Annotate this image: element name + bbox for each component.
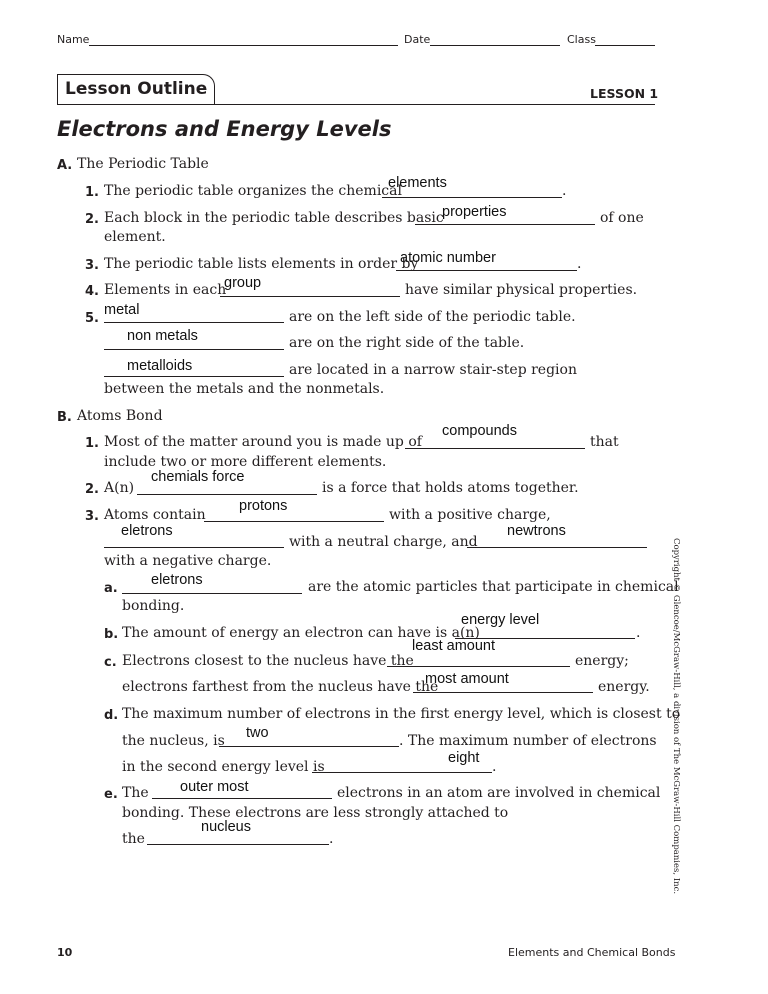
b3-answer-electrons[interactable]: eletrons — [121, 523, 173, 539]
b3e-text-line3: the — [122, 831, 145, 847]
b3d-letter: d. — [104, 708, 119, 723]
b3-answer-protons[interactable]: protons — [239, 498, 288, 514]
b1-text: Most of the matter around you is made up of — [104, 434, 422, 450]
a4-number: 4. — [85, 284, 99, 299]
a5c-blank[interactable] — [104, 376, 284, 377]
a2-text: Each block in the periodic table describes basic — [104, 210, 444, 226]
lesson-header-rule — [57, 104, 655, 105]
a2-text-cont: element. — [104, 229, 166, 245]
b3d-text-line2: the nucleus, is — [122, 733, 225, 749]
a5-number: 5. — [85, 311, 99, 326]
b3c-blank-farthest[interactable] — [413, 692, 593, 693]
b3-text-end: with a negative charge. — [104, 553, 272, 569]
b3e-letter: e. — [104, 787, 118, 802]
b3e-text: The — [122, 785, 149, 801]
b3a-answer[interactable]: eletrons — [151, 572, 203, 588]
name-label: Name — [57, 33, 90, 46]
b3c-text-line2-after: energy. — [598, 679, 650, 695]
b3e-blank-outer[interactable] — [152, 798, 332, 799]
a5c-text-cont: between the metals and the nonmetals. — [104, 381, 385, 397]
b1-number: 1. — [85, 436, 99, 451]
b3e-text-line2: bonding. These electrons are less strongly attached to — [122, 805, 509, 821]
b1-answer[interactable]: compounds — [442, 423, 517, 439]
b3c-blank-closest[interactable] — [387, 666, 570, 667]
name-field-line[interactable] — [89, 45, 398, 46]
b1-text-cont: include two or more different elements. — [104, 454, 387, 470]
page-number: 10 — [57, 946, 73, 959]
b3b-period: . — [636, 625, 641, 641]
b2-text-after: is a force that holds atoms together. — [322, 480, 579, 496]
a2-number: 2. — [85, 212, 99, 227]
b3-text-mid1: with a positive charge, — [389, 507, 551, 523]
b3e-period: . — [329, 831, 334, 847]
a1-answer[interactable]: elements — [388, 175, 447, 191]
b3-blank-electrons[interactable] — [104, 547, 284, 548]
a5c-text: are located in a narrow stair-step region — [289, 362, 577, 378]
a3-blank[interactable] — [396, 270, 577, 271]
b3d-text-line3: in the second energy level is — [122, 759, 325, 775]
a4-answer[interactable]: group — [224, 275, 262, 291]
b1-blank[interactable] — [405, 448, 585, 449]
b1-text-after: that — [590, 434, 619, 450]
b2-text: A(n) — [104, 480, 135, 496]
b3e-answer-outer[interactable]: outer most — [180, 779, 249, 795]
a3-period: . — [577, 256, 582, 272]
a5b-blank[interactable] — [104, 349, 284, 350]
a5c-answer[interactable]: metalloids — [127, 358, 193, 374]
b3-text: Atoms contain — [104, 507, 206, 523]
b3b-letter: b. — [104, 627, 119, 642]
a5b-answer[interactable]: non metals — [127, 328, 198, 344]
a5-answer[interactable]: metal — [104, 302, 140, 318]
b2-blank[interactable] — [137, 494, 317, 495]
b3e-text-after: electrons in an atom are involved in chemical — [337, 785, 661, 801]
b3d-answer-first[interactable]: two — [246, 725, 269, 741]
b3b-answer[interactable]: energy level — [461, 612, 540, 628]
a2-text-after: of one — [600, 210, 644, 226]
a3-text: The periodic table lists elements in order by — [104, 256, 419, 272]
a1-number: 1. — [85, 185, 99, 200]
b3b-text: The amount of energy an electron can have is a(n) — [122, 625, 480, 641]
a3-number: 3. — [85, 258, 99, 273]
copyright-notice: Copyright © Glencoe/McGraw-Hill, a division of The McGraw-Hill Companies, Inc. — [671, 538, 681, 895]
a5-blank[interactable] — [104, 322, 284, 323]
section-a-title: The Periodic Table — [77, 156, 209, 172]
a1-blank[interactable] — [382, 197, 562, 198]
a1-period: . — [562, 183, 567, 199]
book-title: Elements and Chemical Bonds — [508, 946, 676, 959]
b3c-text-line2: electrons farthest from the nucleus have the — [122, 679, 439, 695]
b3c-answer-farthest[interactable]: most amount — [425, 671, 509, 687]
b3-answer-neutrons[interactable]: newtrons — [507, 523, 566, 539]
b3e-answer-nucleus[interactable]: nucleus — [201, 819, 251, 835]
b3-blank-protons[interactable] — [204, 521, 384, 522]
a2-blank[interactable] — [415, 224, 595, 225]
section-b-title: Atoms Bond — [77, 408, 163, 424]
a1-text: The periodic table organizes the chemical — [104, 183, 402, 199]
b3d-blank-first[interactable] — [219, 746, 399, 747]
section-a-letter: A. — [57, 158, 73, 173]
date-field-line[interactable] — [430, 45, 560, 46]
lesson-number: LESSON 1 — [590, 86, 659, 101]
b2-number: 2. — [85, 482, 99, 497]
page-title: Electrons and Energy Levels — [57, 117, 392, 141]
b3a-text-cont: bonding. — [122, 598, 185, 614]
b3e-blank-nucleus[interactable] — [147, 844, 329, 845]
b3-text-mid2: with a neutral charge, and — [289, 534, 478, 550]
b3c-text: Electrons closest to the nucleus have the — [122, 653, 414, 669]
a4-text-after: have similar physical properties. — [405, 282, 638, 298]
class-label: Class — [567, 33, 596, 46]
b3-blank-neutrons[interactable] — [467, 547, 647, 548]
b3d-blank-second[interactable] — [312, 772, 492, 773]
b3d-answer-second[interactable]: eight — [448, 750, 480, 766]
class-field-line[interactable] — [595, 45, 655, 46]
a5b-text: are on the right side of the table. — [289, 335, 525, 351]
b3a-blank[interactable] — [122, 593, 302, 594]
b3c-letter: c. — [104, 655, 117, 670]
b3d-period: . — [492, 759, 497, 775]
b3a-letter: a. — [104, 581, 118, 596]
a4-blank[interactable] — [220, 296, 400, 297]
b3-number: 3. — [85, 509, 99, 524]
a2-answer[interactable]: properties — [442, 204, 507, 220]
a3-answer[interactable]: atomic number — [400, 250, 496, 266]
b2-answer[interactable]: chemials force — [151, 469, 245, 485]
b3c-answer-closest[interactable]: least amount — [412, 638, 496, 654]
b3a-text: are the atomic particles that participate in chemical — [308, 579, 679, 595]
b3c-text-after: energy; — [575, 653, 629, 669]
a4-text: Elements in each — [104, 282, 227, 298]
b3d-text-line1: The maximum number of electrons in the first energy level, which is closest to — [122, 706, 681, 722]
date-label: Date — [404, 33, 431, 46]
a5-text: are on the left side of the periodic table. — [289, 309, 576, 325]
section-b-letter: B. — [57, 410, 72, 425]
b3d-text-line2-after: . The maximum number of electrons — [399, 733, 657, 749]
lesson-outline-label: Lesson Outline — [65, 79, 208, 99]
